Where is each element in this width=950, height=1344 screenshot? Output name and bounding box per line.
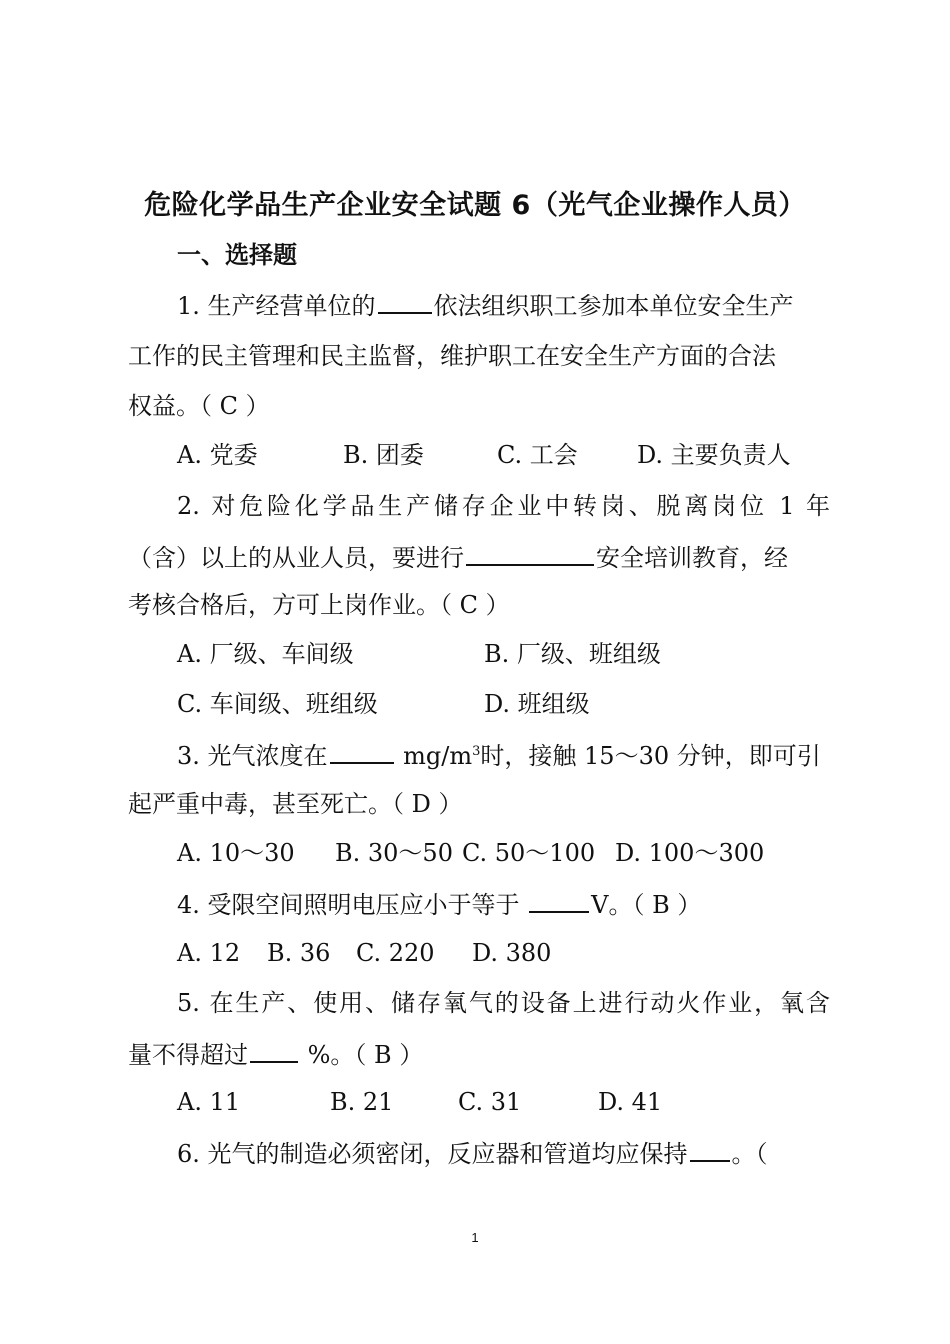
question-2-options-row-1: [0, 638, 950, 670]
answer-blank: [330, 738, 394, 764]
question-1-line-1: [177, 288, 830, 322]
question-3-text-a: 3. 光气浓度在: [177, 742, 328, 770]
question-2-options-row-2: [0, 688, 950, 720]
option-b: B. 21: [330, 1088, 394, 1116]
question-6-text-a: 6. 光气的制造必须密闭，反应器和管道均应保持: [177, 1140, 688, 1168]
option-a: A. 厂级、车间级: [177, 640, 354, 668]
question-2-line-3: 考核合格后，方可上岗作业。（ C ）: [128, 591, 510, 619]
option-a: A. 党委: [177, 441, 258, 469]
question-3-options: [0, 837, 950, 869]
question-5-line-1: 5. 在生产、使用、储存氧气的设备上进行动火作业，氧含: [177, 989, 830, 1017]
option-b: B. 36: [267, 939, 331, 967]
option-a: A. 11: [177, 1088, 241, 1116]
question-6-line-1: [177, 1136, 768, 1170]
option-c: C. 50～100: [462, 839, 596, 867]
question-4-line-1: [177, 887, 701, 921]
option-c: C. 车间级、班组级: [177, 690, 378, 718]
option-c: C. 220: [356, 939, 435, 967]
question-2-text-b: 安全培训教育，经: [596, 544, 788, 572]
question-1-options: [0, 439, 950, 471]
question-3-line-1: [177, 738, 821, 772]
option-b: B. 30～50: [335, 839, 453, 867]
option-d: D. 100～300: [615, 839, 765, 867]
question-5-text-a: 量不得超过: [128, 1041, 248, 1069]
answer-blank: [690, 1136, 730, 1162]
question-5-text-b: %。（ B ）: [300, 1041, 424, 1069]
question-2-line-1: 2. 对危险化学品生产储存企业中转岗、脱离岗位 1 年: [177, 492, 830, 520]
question-1-line-2: 工作的民主管理和民主监督，维护职工在安全生产方面的合法: [128, 342, 776, 370]
option-a: A. 10～30: [177, 839, 295, 867]
question-2-text-a: （含）以上的从业人员，要进行: [128, 544, 464, 572]
question-3-line-2: 起严重中毒，甚至死亡。（ D ）: [128, 790, 463, 818]
question-1-text-a: 1. 生产经营单位的: [177, 292, 376, 320]
question-4-options: [0, 937, 950, 969]
question-4-text-b: V。（ B ）: [591, 891, 702, 919]
question-5-line-2: [128, 1037, 423, 1071]
option-c: C. 工会: [497, 441, 578, 469]
option-d: D. 主要负责人: [637, 441, 791, 469]
option-c: C. 31: [458, 1088, 522, 1116]
answer-blank: [466, 540, 594, 566]
answer-blank: [250, 1037, 298, 1063]
page-number: 1: [471, 1230, 479, 1245]
option-d: D. 380: [472, 939, 552, 967]
option-d: D. 班组级: [484, 690, 590, 718]
section-heading: 一、选择题: [177, 241, 297, 269]
answer-blank: [378, 288, 432, 314]
option-d: D. 41: [598, 1088, 663, 1116]
question-2-line-2: [128, 540, 788, 574]
option-a: A. 12: [177, 939, 241, 967]
question-6-text-b: 。（: [731, 1140, 768, 1168]
answer-blank: [529, 887, 589, 913]
question-5-options: [0, 1086, 950, 1118]
question-3-unit: mg/m: [395, 742, 473, 770]
question-1-text-b: 依法组织职工参加本单位安全生产: [433, 292, 794, 320]
question-1-line-3: 权益。（ C ）: [128, 392, 270, 420]
question-4-text-a: 4. 受限空间照明电压应小于等于: [177, 891, 528, 919]
document-title: 危险化学品生产企业安全试题 6（光气企业操作人员）: [144, 190, 806, 221]
option-b: B. 团委: [343, 441, 424, 469]
question-3-unit-exponent: 3: [472, 744, 481, 759]
question-3-text-c: 时，接触 15～30 分钟，即可引: [480, 742, 821, 770]
option-b: B. 厂级、班组级: [484, 640, 661, 668]
